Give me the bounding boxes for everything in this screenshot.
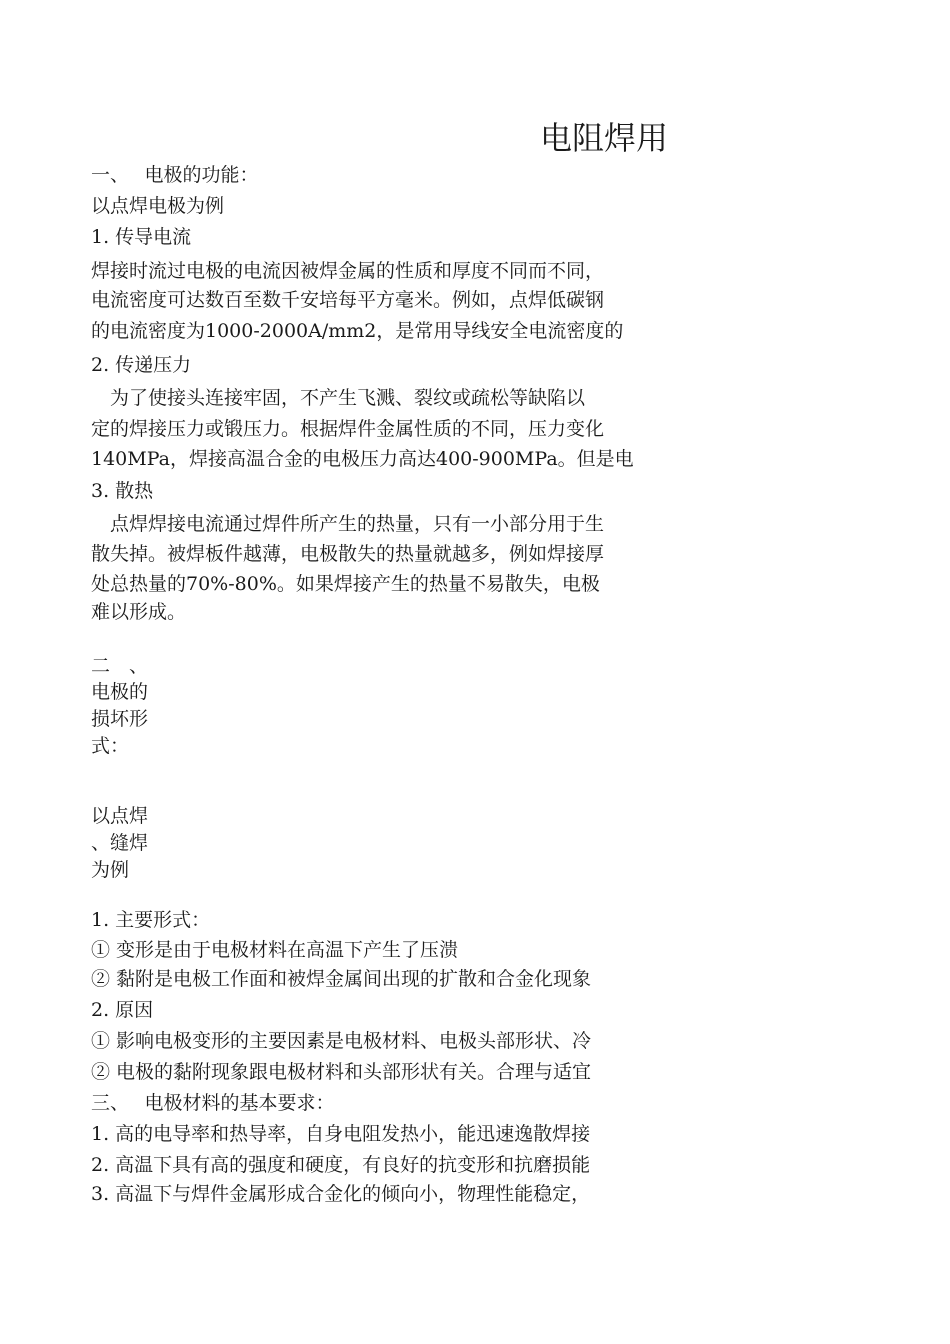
paragraph-line: 焊接时流过电极的电流因被焊金属的性质和厚度不同而不同， <box>91 260 605 282</box>
paragraph-line: 点焊焊接电流通过焊件所产生的热量，只有一小部分用于生 <box>91 513 605 535</box>
item-heading: 1. 传导电流 <box>91 226 192 248</box>
paragraph-line: 为了使接头连接牢固，不产生飞溅、裂纹或疏松等缺陷以 <box>91 387 586 409</box>
document-title: 电阻焊用 <box>540 119 669 157</box>
section-heading-1: 一、 电极的功能： <box>91 164 259 186</box>
paragraph-line: 电流密度可达数百至数千安培每平方毫米。例如，点焊低碳钢 <box>91 289 605 311</box>
item-heading: 1. 主要形式： <box>91 909 211 931</box>
list-item: 3. 高温下与焊件金属形成合金化的倾向小，物理性能稳定， <box>91 1183 591 1205</box>
paragraph-line: 处总热量的70%-80%。如果焊接产生的热量不易散失，电极 <box>91 573 600 595</box>
subheading: 以点焊电极为例 <box>91 195 225 217</box>
section-heading-2: 二 、 <box>91 655 149 677</box>
item-heading: 2. 原因 <box>91 999 154 1021</box>
paragraph-line: 140MPa，焊接高温合金的电极压力高达400-900MPa。但是电 <box>91 448 634 470</box>
list-item: 1. 高的电导率和热导率，自身电阻发热小，能迅速逸散焊接 <box>91 1123 591 1145</box>
list-item: ① 影响电极变形的主要因素是电极材料、电极头部形状、冷 <box>91 1030 592 1052</box>
section-heading-3: 三、 电极材料的基本要求： <box>91 1092 335 1114</box>
paragraph-line: 难以形成。 <box>91 601 187 623</box>
item-heading: 2. 传递压力 <box>91 354 192 376</box>
list-item: ② 黏附是电极工作面和被焊金属间出现的扩散和合金化现象 <box>91 968 592 990</box>
paragraph-line: 散失掉。被焊板件越薄，电极散失的热量就越多，例如焊接厚 <box>91 543 605 565</box>
subheading-line: 为例 <box>91 859 130 881</box>
paragraph-line: 的电流密度为1000-2000A/mm2，是常用导线安全电流密度的 <box>91 320 624 342</box>
item-heading: 3. 散热 <box>91 480 154 502</box>
subheading-line: 、缝焊 <box>91 832 149 854</box>
paragraph-line: 定的焊接压力或锻压力。根据焊件金属性质的不同，压力变化 <box>91 418 605 440</box>
section-heading-2-line: 损坏形 <box>91 708 149 730</box>
subheading-line: 以点焊 <box>91 805 149 827</box>
list-item: ① 变形是由于电极材料在高温下产生了压溃 <box>91 939 459 961</box>
list-item: ② 电极的黏附现象跟电极材料和头部形状有关。合理与适宜 <box>91 1061 592 1083</box>
document-body <box>91 0 682 1344</box>
section-heading-2-line: 电极的 <box>91 681 149 703</box>
list-item: 2. 高温下具有高的强度和硬度，有良好的抗变形和抗磨损能 <box>91 1154 591 1176</box>
section-heading-2-line: 式： <box>91 735 130 757</box>
